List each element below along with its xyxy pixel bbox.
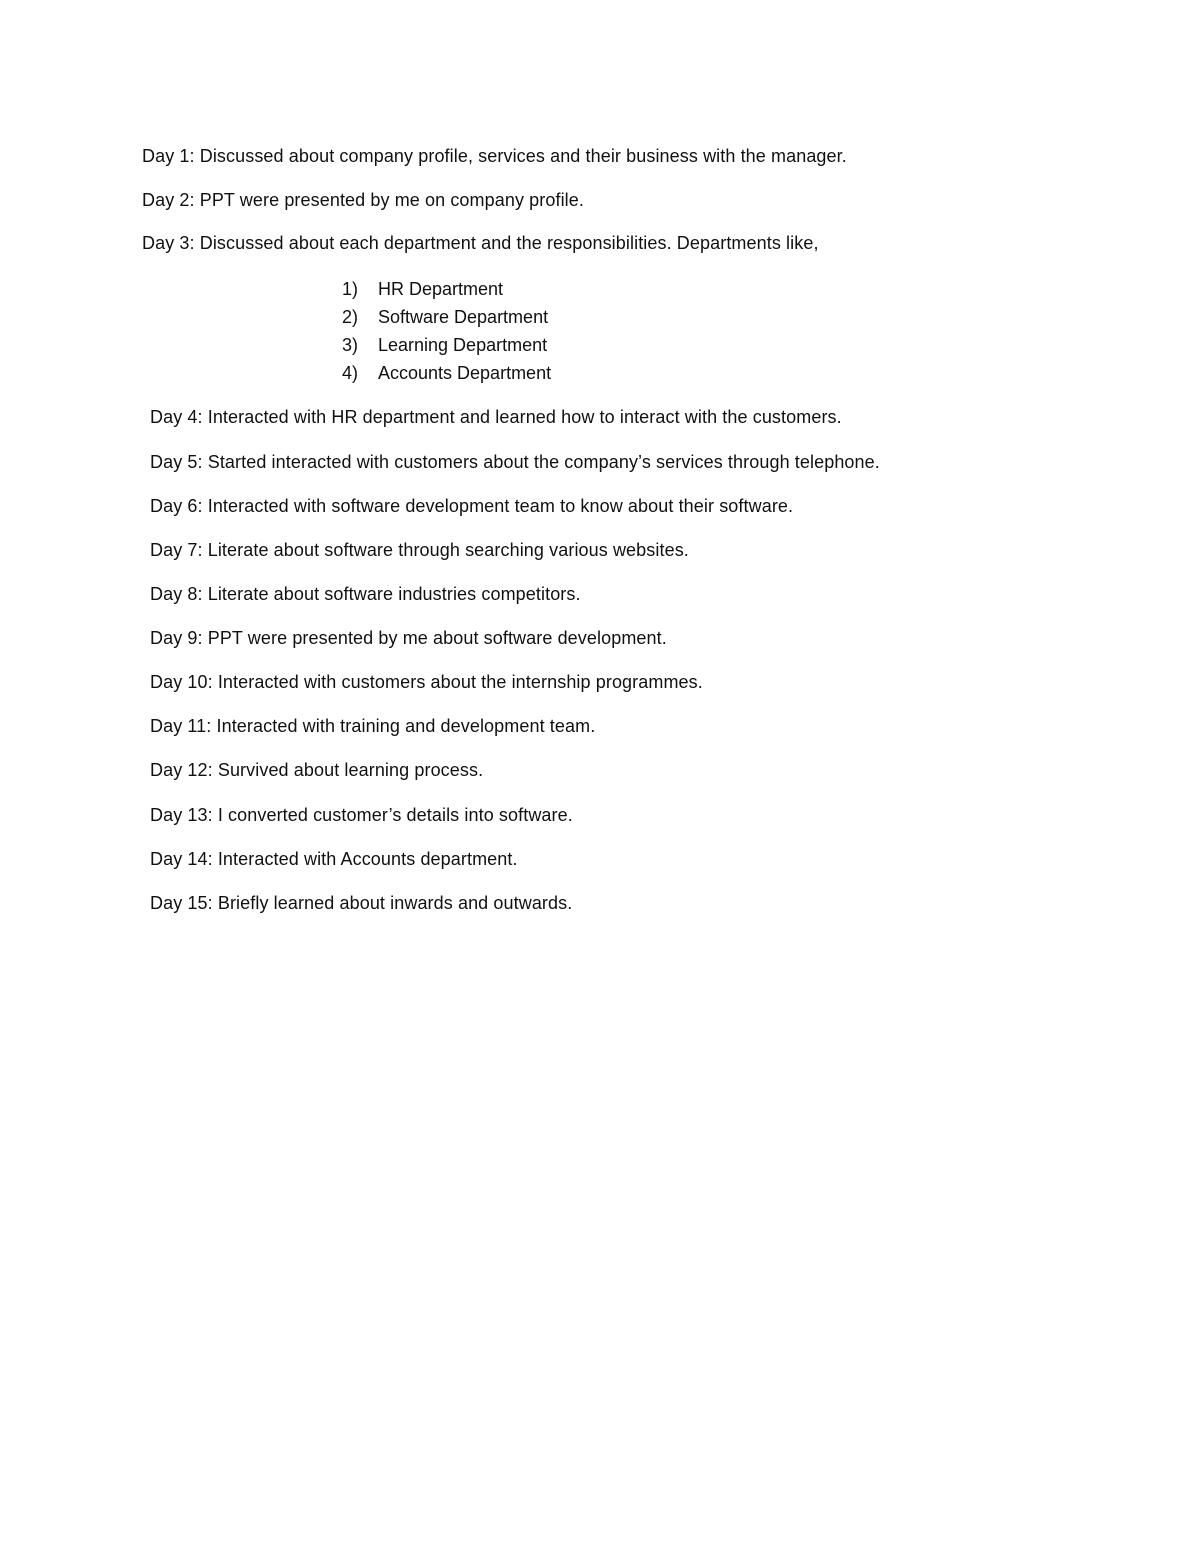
day-9-entry: Day 9: PPT were presented by me about software development. (150, 628, 667, 648)
day-6-entry: Day 6: Interacted with software development team to know about their software. (150, 496, 794, 516)
list-number: 1) (342, 279, 359, 299)
department-item (342, 334, 551, 362)
department-label: Accounts Department (378, 363, 552, 383)
day-3-entry: Day 3: Discussed about each department and the responsibilities. Departments like, (142, 233, 819, 253)
day-13-entry: Day 13: I converted customer’s details into software. (150, 805, 573, 825)
department-label: Learning Department (378, 335, 548, 355)
department-item (342, 306, 551, 334)
day-14-entry: Day 14: Interacted with Accounts department. (150, 849, 518, 869)
department-label: Software Department (378, 307, 549, 327)
day-11-entry: Day 11: Interacted with training and development team. (150, 716, 596, 736)
list-number: 4) (342, 363, 359, 383)
list-number: 3) (342, 335, 359, 355)
department-label: HR Department (378, 279, 504, 299)
day-8-entry: Day 8: Literate about software industries competitors. (150, 584, 581, 604)
department-item (342, 278, 551, 306)
day-12-entry: Day 12: Survived about learning process. (150, 760, 484, 780)
departments-list (342, 278, 551, 390)
day-4-entry: Day 4: Interacted with HR department and learned how to interact with the customers. (150, 407, 842, 427)
day-2-entry: Day 2: PPT were presented by me on company profile. (142, 190, 584, 210)
day-1-entry: Day 1: Discussed about company profile, services and their business with the manager. (142, 146, 847, 166)
department-item (342, 362, 551, 390)
day-10-entry: Day 10: Interacted with customers about the internship programmes. (150, 672, 703, 692)
day-15-entry: Day 15: Briefly learned about inwards and outwards. (150, 893, 573, 913)
day-5-entry: Day 5: Started interacted with customers about the company’s services through telephone. (150, 452, 880, 472)
list-number: 2) (342, 307, 359, 327)
day-7-entry: Day 7: Literate about software through searching various websites. (150, 540, 689, 560)
